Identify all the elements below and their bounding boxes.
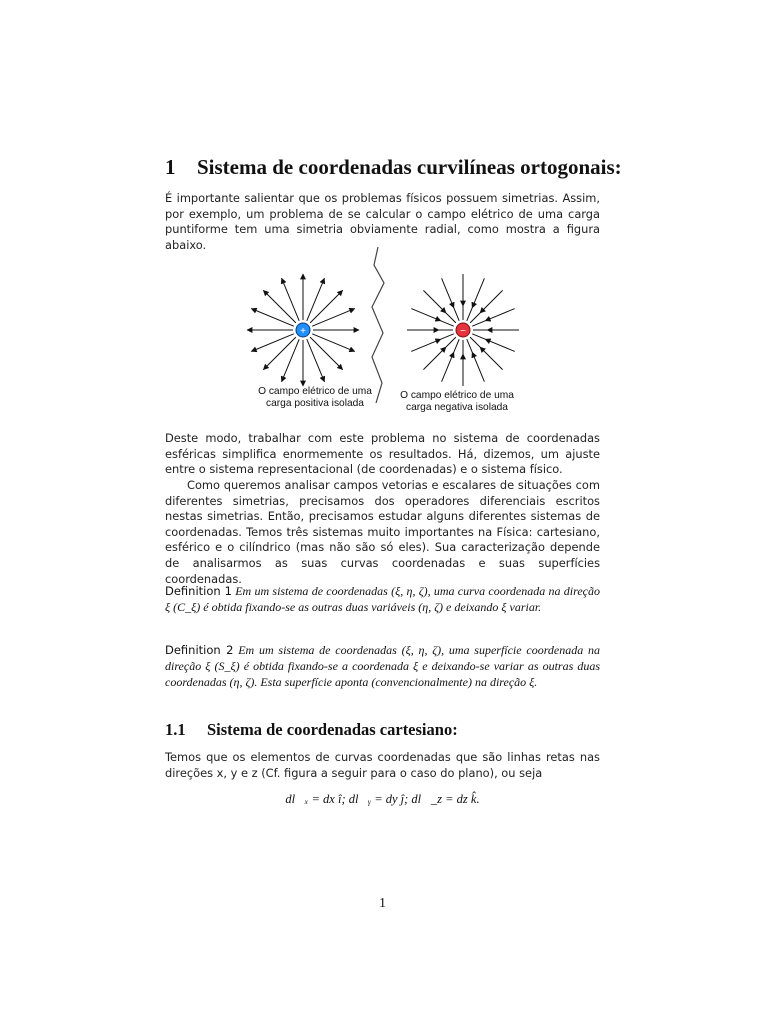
- inward-field-arrow: [423, 347, 446, 370]
- inward-field-arrow-tail: [454, 339, 459, 352]
- inward-field-arrow-tail: [446, 313, 456, 323]
- page-number: 1: [379, 896, 386, 911]
- outward-field-arrow: [251, 334, 293, 352]
- paragraph-4: Temos que os elementos de curvas coordenadas que são linhas retas nas direções x, y e z (Cf. figura a seguir para o caso do plano), ou seja: [165, 750, 600, 780]
- inward-field-arrow: [480, 290, 503, 313]
- definition-1-label: Definition 1: [165, 584, 232, 598]
- definition-1: [165, 583, 600, 615]
- inward-field-arrow: [472, 352, 484, 382]
- intro-paragraph: É importante salientar que os problemas físicos possuem simetrias. Assim, por exemplo, um problema de se calcular o campo elétrico de uma carga puntiforme tem uma simetria obviamente radial, como mostra a figura abaixo.: [165, 191, 600, 252]
- inward-field-arrow: [423, 290, 446, 313]
- positive-sign: +: [300, 326, 306, 337]
- left-caption-line2: carga positiva isolada: [266, 397, 364, 409]
- outward-field-arrow: [263, 290, 296, 323]
- subsection-heading: [165, 720, 458, 740]
- inward-field-arrow-tail: [441, 321, 454, 326]
- definition-2: [165, 642, 600, 691]
- outward-field-arrow: [310, 337, 343, 370]
- inward-field-arrow: [411, 309, 441, 321]
- outward-field-arrow: [307, 339, 325, 382]
- right-caption: [392, 390, 522, 413]
- section-heading: [165, 155, 622, 180]
- outward-field-arrow: [312, 334, 355, 352]
- inward-field-arrow: [480, 347, 503, 370]
- definition-1-text: Em um sistema de coordenadas (ξ, η, ζ), uma curva coordenada na direção ξ (C_ξ) é obtida fixando-se as outras duas variáveis (η, ζ) e deixando ξ variar.: [165, 584, 600, 615]
- inward-field-arrow-tail: [470, 313, 480, 323]
- inward-field-arrow-tail: [454, 308, 459, 321]
- subsection-number: 1.1: [165, 720, 186, 739]
- inward-field-arrow-tail: [446, 337, 456, 347]
- inward-field-arrow-tail: [467, 339, 472, 352]
- left-caption-line1: O campo elétrico de uma: [258, 386, 372, 397]
- inward-field-arrow: [442, 278, 454, 308]
- outward-field-arrow: [307, 278, 325, 321]
- left-caption: [245, 386, 385, 409]
- outward-field-arrow: [310, 290, 343, 323]
- paragraph-3: Como queremos analisar campos vetorias e escalares de situações com diferentes simetrias, precisamos dos operadores diferenciais escritos nestas simetrias. Então, precisamos estudar alguns diferentes sistemas de coordenadas. Temos três sistemas muito importantes na Física: cartesiano, esférico e o cilíndrico (mas não são só eles). Sua caracterização depende de analisarmos as suas curvas coordenadas e suas superfícies coordenadas.: [165, 478, 600, 586]
- outward-field-arrow: [282, 278, 300, 321]
- inward-field-arrow: [411, 339, 441, 351]
- outward-field-arrow: [263, 337, 296, 370]
- inward-field-arrow-tail: [441, 334, 454, 339]
- outward-field-arrow: [312, 309, 355, 327]
- subsection-title: Sistema de coordenadas cartesiano:: [207, 720, 458, 739]
- inward-field-arrow-tail: [472, 334, 485, 339]
- jagged-divider: [372, 247, 384, 403]
- inward-field-arrow: [485, 339, 515, 351]
- inward-field-arrow-tail: [470, 337, 480, 347]
- definition-2-text: Em um sistema de coordenadas (ξ, η, ζ), uma superfície coordenada na direção ξ (S_ξ) é obtida fixando-se a coordenada ξ e deixando-se variar as outras duas coordenadas (η, ζ). Esta superfície aponta (convencionalmente) na direção ξ.: [165, 643, 601, 690]
- section-number: 1: [165, 155, 176, 179]
- inward-field-arrow: [472, 278, 484, 308]
- inward-field-arrow-tail: [472, 321, 485, 326]
- right-caption-line2: carga negativa isolada: [406, 401, 508, 413]
- inward-field-arrow: [442, 352, 454, 382]
- right-caption-line1: O campo elétrico de uma: [400, 390, 514, 401]
- inward-field-arrow-tail: [467, 308, 472, 321]
- section-title: Sistema de coordenadas curvilíneas ortogonais:: [197, 155, 622, 179]
- equation: dl⃗ₓ = dx î; dl⃗ᵧ = dy ĵ; dl⃗_z = dz k̂.: [285, 792, 480, 806]
- negative-sign: −: [460, 326, 466, 337]
- outward-field-arrow: [282, 339, 300, 382]
- paragraph-2: Deste modo, trabalhar com este problema no sistema de coordenadas esféricas simplifica enormemente os resultados. Há, dizemos, um ajuste entre o sistema representacional (de coordenadas) e o sistema físico.: [165, 431, 600, 477]
- definition-2-label: Definition 2: [165, 643, 234, 657]
- outward-field-arrow: [251, 309, 293, 327]
- inward-field-arrow: [485, 309, 515, 321]
